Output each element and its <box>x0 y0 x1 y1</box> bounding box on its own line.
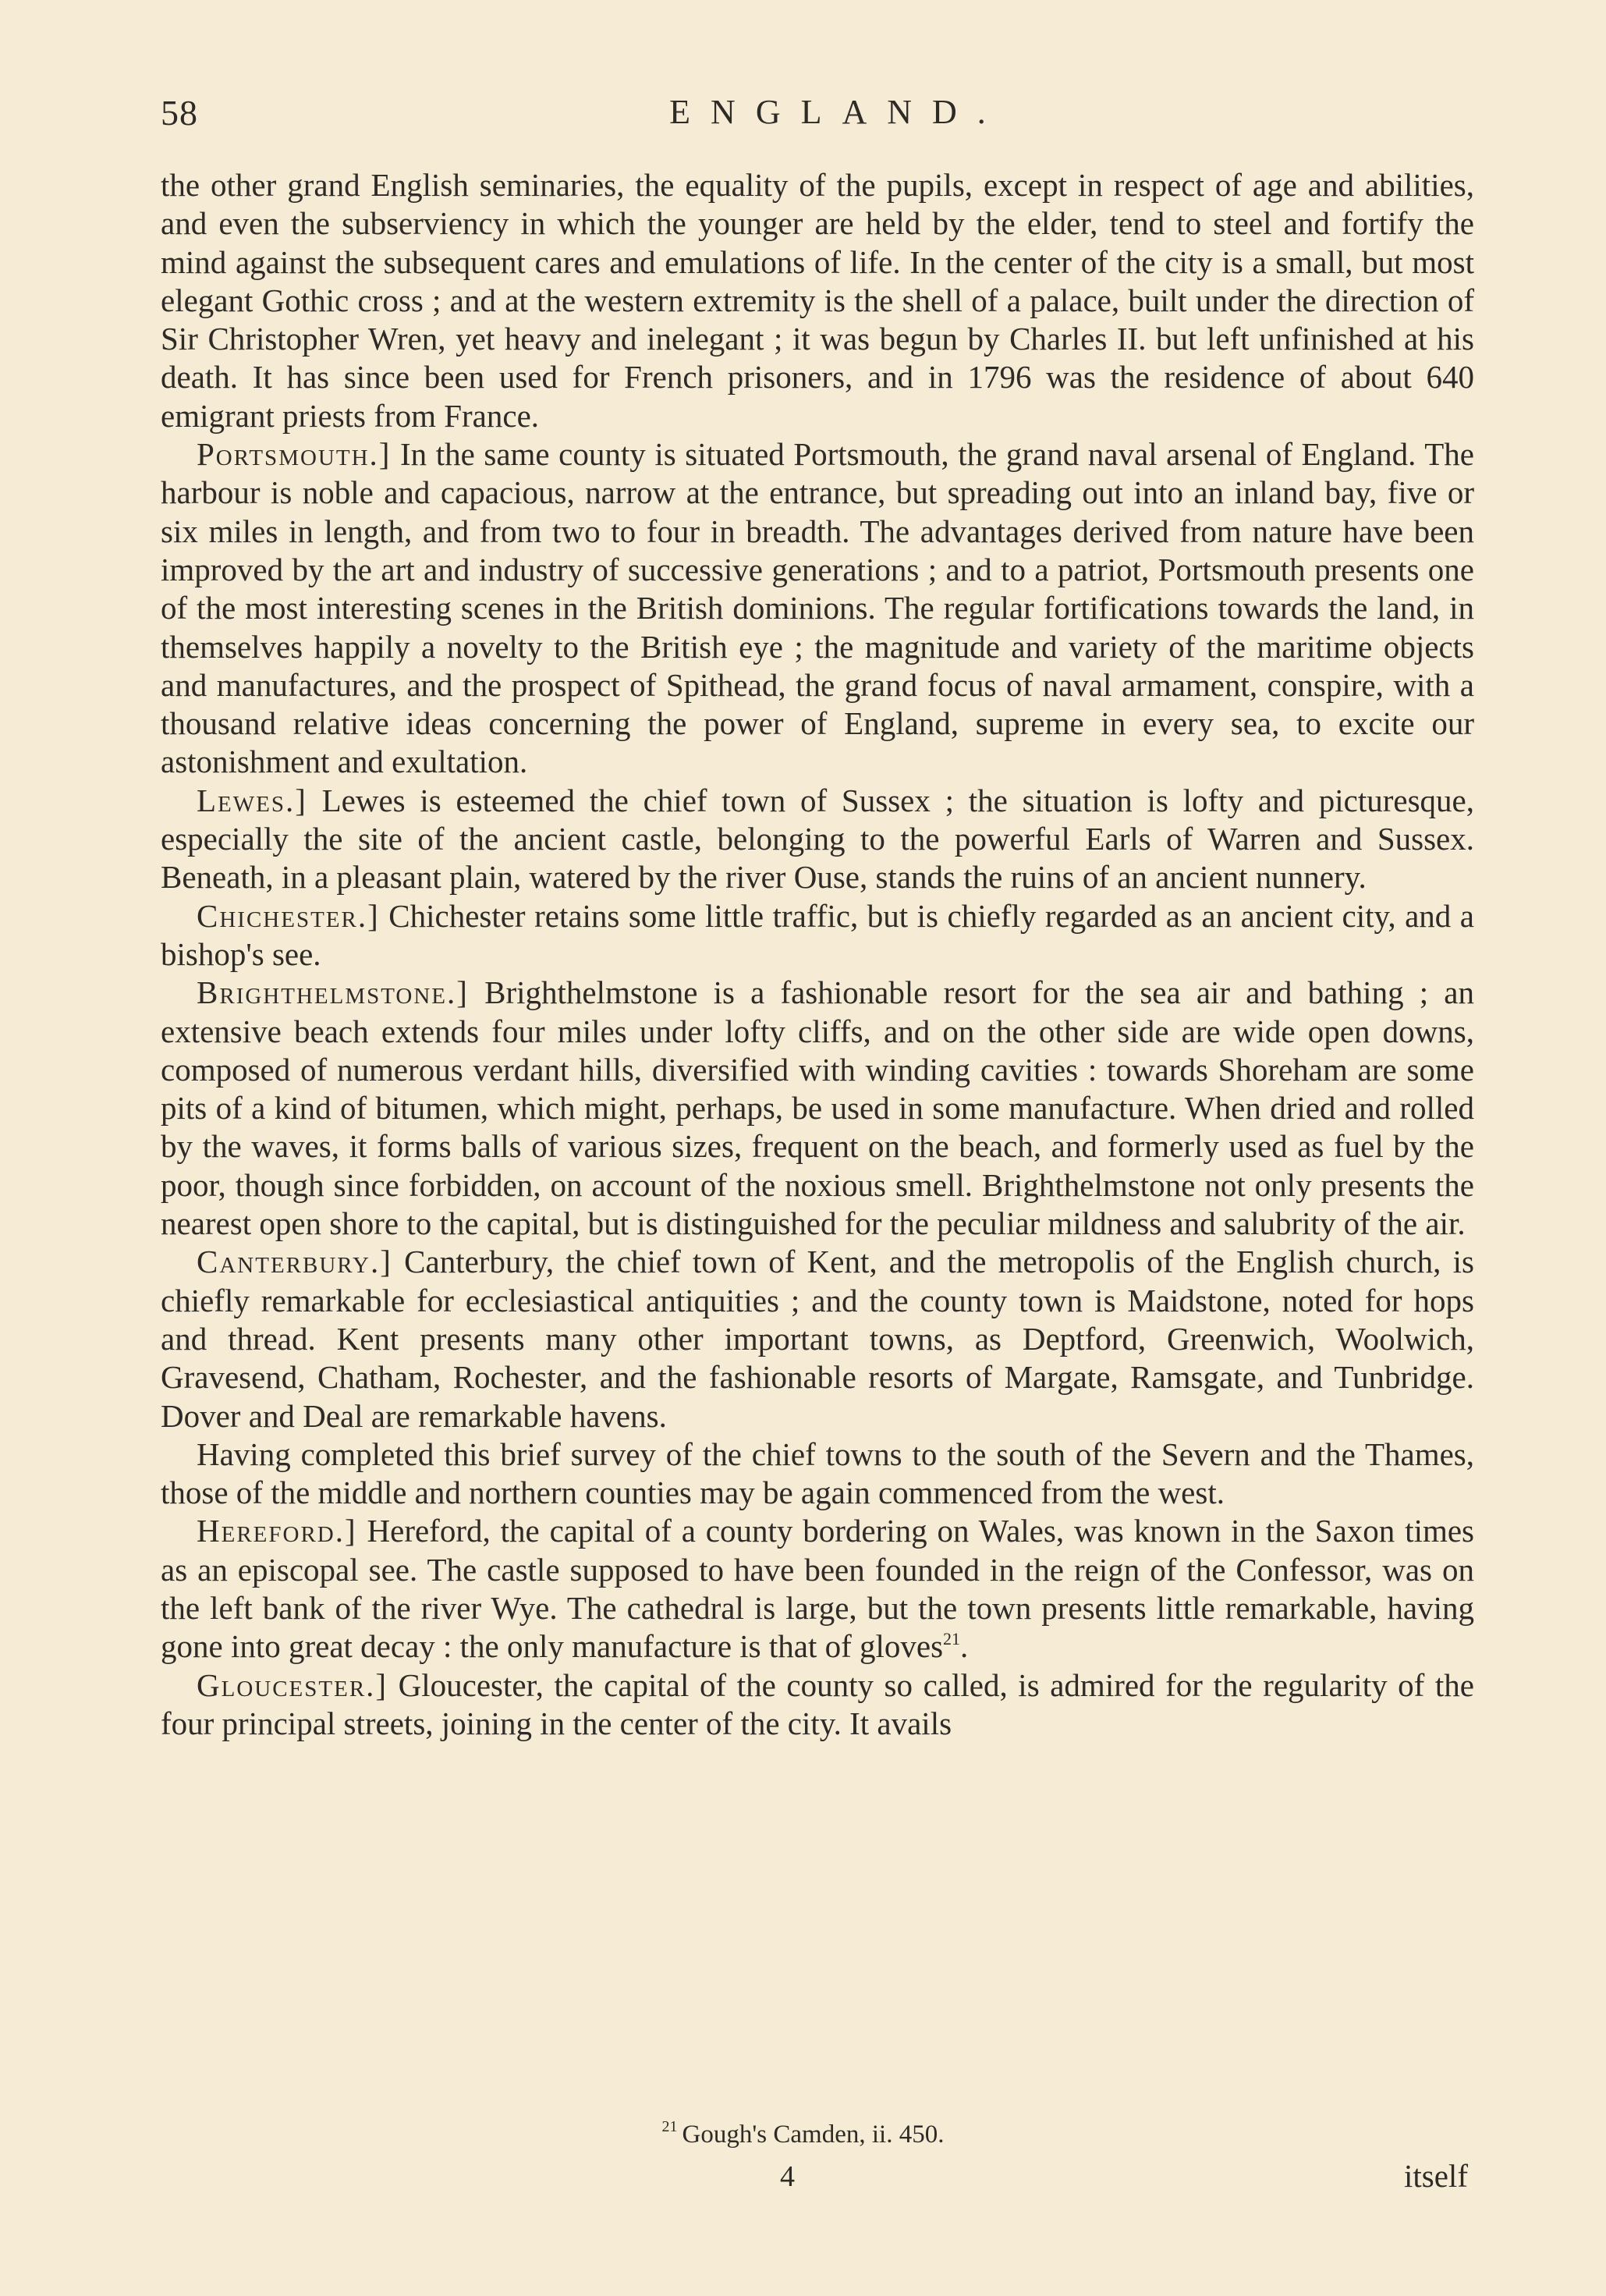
paragraph-canterbury <box>161 1243 1474 1435</box>
paragraph-text: Brighthelmstone is a fashionable resort for the sea air and bathing ; an extensive beach extends four miles under lofty cliffs, and on the other side are wide open downs, composed of numerous verdant hills, diversified with winding cavities : towards Shoreham are some pits of a kind of bitumen, which might, perhaps, be used in some manufacture. When dried and rolled by the waves, it forms balls of various sizes, frequent on the beach, and formerly used as fuel by the poor, though since forbidden, on account of the noxious smell. Brighthelmstone not only presents the nearest open shore to the capital, but is distinguished for the peculiar mildness and salubrity of the air. <box>161 974 1474 1242</box>
paragraph-text: Hereford, the capital of a county bordering on Wales, was known in the Saxon times as an episcopal see. The castle supposed to have been founded in the reign of the Confessor, was on the left bank of the river Wye. The cathedral is large, but the town presents little remarkable, having gone into great decay : the only manufacture is that of gloves <box>161 1513 1474 1665</box>
running-title: ENGLAND. <box>669 93 1006 131</box>
page-header <box>161 92 1474 147</box>
paragraph-text: Gloucester, the capital of the county so called, is admired for the regularity of the four principal streets, joining in the center of the city. It avails <box>161 1666 1474 1741</box>
footnote-reference[interactable]: 21 <box>943 1629 961 1649</box>
body-text <box>161 166 1474 1743</box>
section-heading-chichester: Chichester.] <box>197 897 380 934</box>
paragraph-text: Lewes is esteemed the chief town of Sussex ; the situation is lofty and picturesque, especially the site of the ancient castle, belonging to the powerful Earls of Warren and Sussex. Beneath, in a pleasant plain, watered by the river Ouse, stands the ruins of an ancient nunnery. <box>161 782 1474 896</box>
paragraph-seminaries: the other grand English seminaries, the equality of the pupils, except in respect of age and abilities, and even the subserviency in which the younger are held by the elder, tend to steel and fortify the mind against the subsequent cares and emulations of life. In the center of the city is a small, but most elegant Gothic cross ; and at the western extremity is the shell of a palace, built under the direction of Sir Christopher Wren, yet heavy and inelegant ; it was begun by Charles II. but left unfinished at his death. It has since been used for French prisoners, and in 1796 was the residence of about 640 emigrant priests from France. <box>161 167 1474 434</box>
paragraph-text: In the same county is situated Portsmouth, the grand naval arsenal of England. The harbour is noble and capacious, narrow at the entrance, but spreading out into an inland bay, five or six miles in length, and from two to four in breadth. The advantages derived from nature have been improved by the art and industry of successive generations ; and to a patriot, Portsmouth presents one of the most interesting scenes in the British dominions. The regular fortifications towards the land, in themselves happily a novelty to the British eye ; the magnitude and variety of the maritime objects and manufactures, and the prospect of Spithead, the grand focus of naval armament, conspire, with a thousand relative ideas concerning the power of England, supreme in every sea, to excite our astonishment and exultation. <box>161 436 1474 780</box>
paragraph-gloucester <box>161 1666 1474 1744</box>
paragraph-portsmouth <box>161 435 1474 782</box>
section-heading-canterbury: Canterbury.] <box>197 1244 392 1280</box>
signature-mark: 4 <box>780 2160 795 2193</box>
paragraph-text: Chichester retains some little traffic, but is chiefly regarded as an ancient city, and a bishop's see. <box>161 897 1474 972</box>
section-heading-portsmouth: Portsmouth.] <box>197 436 392 473</box>
footnote-text: Gough's Camden, ii. 450. <box>682 2120 945 2149</box>
paragraph-survey: Having completed this brief survey of the chief towns to the south of the Severn and the Thames, those of the middle and northern counties may be again commenced from the west. <box>161 1435 1474 1511</box>
paragraph-text-end: . <box>960 1628 969 1665</box>
footnote <box>0 2118 1606 2149</box>
paragraph-lewes <box>161 782 1474 897</box>
paragraph-brighthelmstone <box>161 974 1474 1243</box>
section-heading-gloucester: Gloucester.] <box>197 1666 388 1703</box>
paragraph-hereford <box>161 1512 1474 1666</box>
paragraph-chichester <box>161 897 1474 974</box>
page-number: 58 <box>161 93 198 133</box>
catchword: itself <box>1404 2158 1468 2194</box>
section-heading-brighthelmstone: Brighthelmstone.] <box>197 974 469 1011</box>
section-heading-lewes: Lewes.] <box>197 782 307 818</box>
section-heading-hereford: Hereford.] <box>197 1513 357 1549</box>
paragraph-text: Canterbury, the chief town of Kent, and the metropolis of the English church, is chiefly remarkable for ecclesiastical antiquities ; and the county town is Maidstone, noted for hops and thread. Kent presents many other important towns, as Deptford, Greenwich, Woolwich, Gravesend, Chatham, Rochester, and the fashionable resorts of Margate, Ramsgate, and Tunbridge. Dover and Deal are remarkable havens. <box>161 1244 1474 1434</box>
footnote-mark: 21 <box>661 2118 678 2135</box>
